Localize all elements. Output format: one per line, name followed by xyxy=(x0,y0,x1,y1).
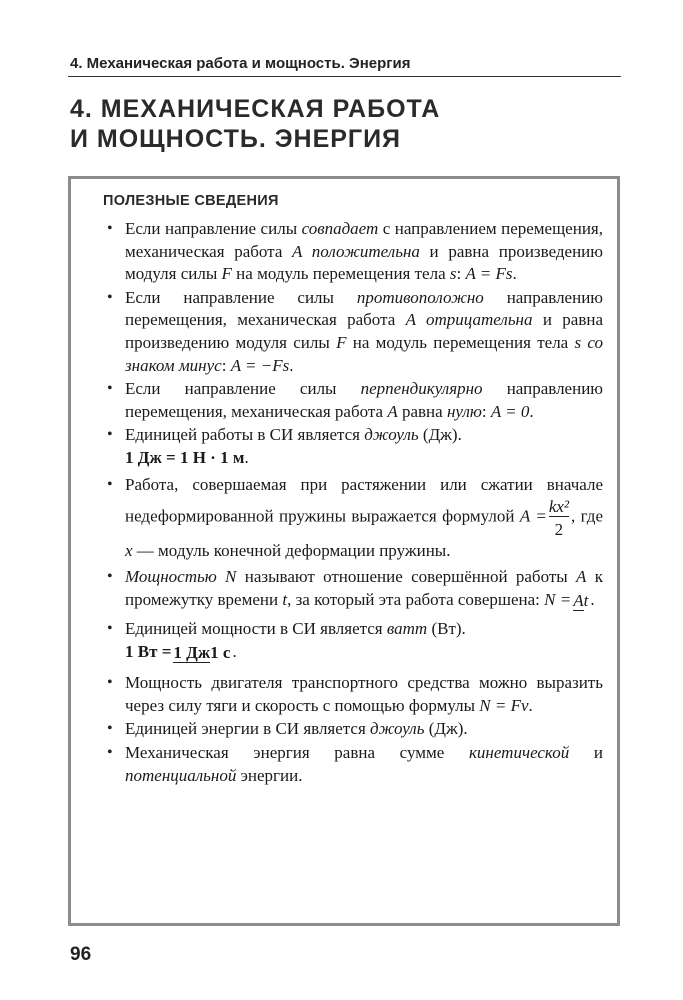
fact-vehicle-power: • Мощность двигателя транспортного средства можно выразить через силу тяги и скорость с помощью формулы N = Fv. xyxy=(125,672,603,717)
header-divider xyxy=(68,76,621,77)
page-number: 96 xyxy=(70,944,92,965)
spring-work-fraction: $\frac{\text{kx²}}{2}$ xyxy=(548,497,570,539)
power-fraction: At xyxy=(573,590,589,610)
watt-fraction: 1 Дж1 с xyxy=(173,642,231,662)
chapter-title-line-1: 4. МЕХАНИЧЕСКАЯ РАБОТА xyxy=(70,95,441,123)
chapter-title-line-2: И МОЩНОСТЬ. ЭНЕРГИЯ xyxy=(70,125,402,153)
fact-work-positive: • Если направление силы совпадает с направлением перемещения, механическая работа A положительна и равна произведению модуля силы F на модуль перемещения тела s: A = Fs. xyxy=(125,218,603,286)
fact-work-negative: • Если направление силы противоположно направлению перемещения, механическая работа A отрицательна и равна произведению модуля силы F на модуль перемещения тела s со знаком минус: A = −Fs. xyxy=(125,287,603,377)
useful-info-box xyxy=(68,176,620,926)
box-heading: ПОЛЕЗНЫЕ СВЕДЕНИЯ xyxy=(103,193,279,209)
chapter-title xyxy=(70,94,440,154)
fact-power-definition: • Мощностью N называют отношение совершённой работы A к промежутку времени t, за который эта работа совершена: N = At . xyxy=(125,566,603,612)
fact-mechanical-energy: • Механическая энергия равна сумме кинетической и потенциальной энергии. xyxy=(125,742,603,787)
fact-work-unit: • Единицей работы в СИ является джоуль (Дж). 1 Дж = 1 Н · 1 м. xyxy=(125,424,603,469)
running-head: 4. Механическая работа и мощность. Энергия xyxy=(70,55,411,72)
fact-power-unit: • Единицей мощности в СИ является ватт (Вт). 1 Вт = 1 Дж1 с . xyxy=(125,618,603,664)
facts-list xyxy=(125,218,603,787)
fact-work-zero: • Если направление силы перпендикулярно направлению перемещения, механическая работа A равна нулю: A = 0. xyxy=(125,378,603,423)
fact-spring-work: • Работа, совершаемая при растяжении или сжатии вначале недеформированной пружины выражается формулой $A = \frac{\text{kx²}}{2}$ , где x — модуль конечной деформации пружины. xyxy=(125,474,603,563)
fact-energy-unit: • Единицей энергии в СИ является джоуль (Дж). xyxy=(125,718,603,741)
